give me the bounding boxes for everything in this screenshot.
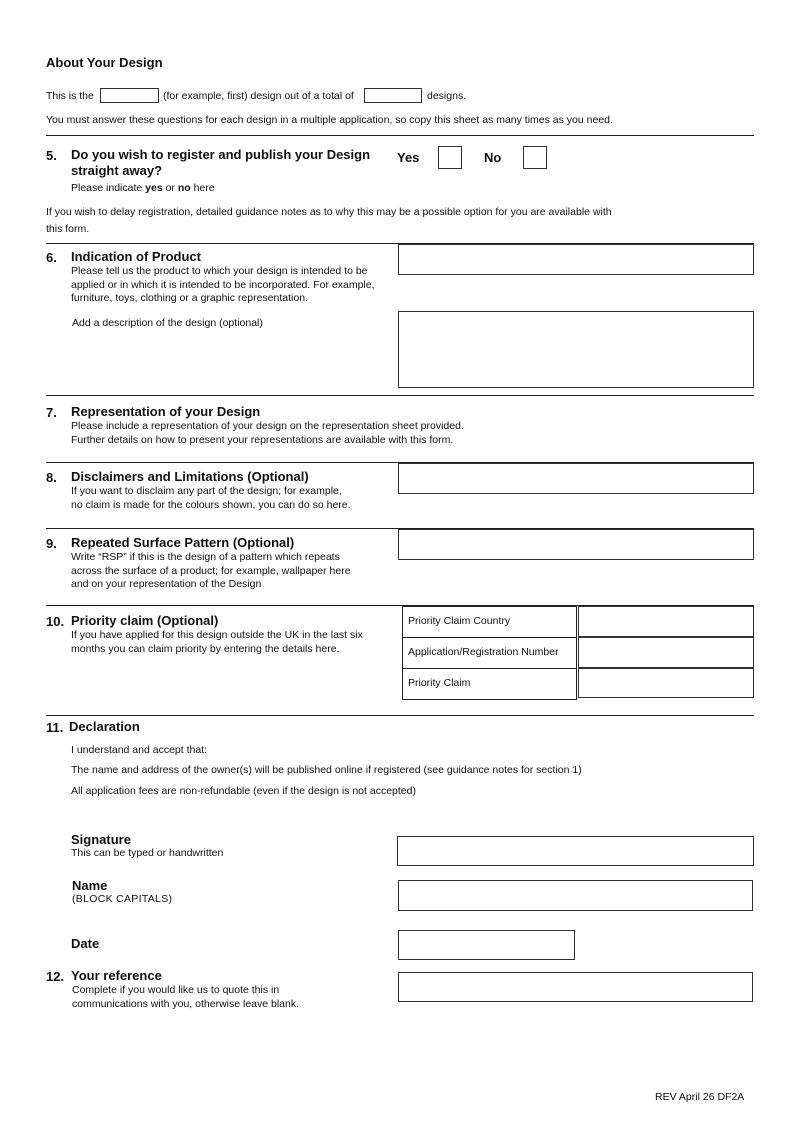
total-designs-input[interactable] xyxy=(364,88,422,103)
q10-title: Priority claim (Optional) xyxy=(71,613,219,628)
q11-title: Declaration xyxy=(69,719,140,734)
q8-description xyxy=(71,485,351,512)
about-instruction: You must answer these questions for each design in a multiple application, so copy this sheet as many times as you need. xyxy=(46,114,613,126)
q8-title: Disclaimers and Limitations (Optional) xyxy=(71,469,309,484)
q5-title xyxy=(71,147,370,179)
q7-description xyxy=(71,420,464,447)
about-line-text-1: This is the xyxy=(46,90,94,102)
q9-desc-line3: and on your representation of the Design xyxy=(71,578,262,590)
q6-title: Indication of Product xyxy=(71,249,201,264)
q8-desc-line2: no claim is made for the colours shown, you can do so here. xyxy=(71,498,351,511)
q10-desc-line1: If you have applied for this design outside the UK in the last six xyxy=(71,629,363,641)
priority-claim-input[interactable] xyxy=(578,668,754,698)
q7-desc-line2: Further details on how to present your representations are available with this form. xyxy=(71,433,454,446)
q7-number: 7. xyxy=(46,405,57,420)
repeated-surface-pattern-input[interactable] xyxy=(398,529,754,560)
q8-number: 8. xyxy=(46,470,57,485)
q6-number: 6. xyxy=(46,250,57,265)
no-checkbox[interactable] xyxy=(523,146,547,169)
q5-title-line1: Do you wish to register and publish your Design xyxy=(71,147,371,162)
declaration-line1: I understand and accept that: xyxy=(71,744,208,756)
q10-number: 10. xyxy=(46,614,65,629)
q6-desc-line2: applied or in which it is intended to be incorporated. For example, xyxy=(71,278,375,291)
declaration-line2: The name and address of the owner(s) will be published online if registered (see guidance notes for section 1) xyxy=(71,764,582,776)
q5-hint-suffix: here xyxy=(190,182,215,194)
q5-title-line2: straight away? xyxy=(71,163,163,178)
signature-hint: This can be typed or handwritten xyxy=(71,847,224,859)
q12-title: Your reference xyxy=(71,968,162,983)
declaration-line3: All application fees are non-refundable (even if the design is not accepted) xyxy=(71,785,416,797)
q9-description xyxy=(71,551,351,592)
q9-desc-line1: Write “RSP” if this is the design of a pattern which repeats xyxy=(71,551,340,563)
q5-hint-mid: or xyxy=(162,182,178,194)
q7-title: Representation of your Design xyxy=(71,404,261,419)
q6-description xyxy=(71,265,375,306)
date-input[interactable] xyxy=(398,930,575,960)
q5-hint-no: no xyxy=(177,182,191,194)
divider xyxy=(46,715,754,716)
q8-desc-line1: If you want to disclaim any part of the design; for example, xyxy=(71,485,342,497)
q5-hint-prefix: Please indicate xyxy=(71,182,146,194)
q5-delay-line1: If you wish to delay registration, detailed guidance notes as to why this may be a possible option for you are available with xyxy=(46,206,612,218)
q6-desc-line1: Please tell us the product to which your design is intended to be xyxy=(71,265,368,277)
priority-country-label: Priority Claim Country xyxy=(402,606,577,638)
date-label: Date xyxy=(71,936,100,951)
yes-checkbox[interactable] xyxy=(438,146,462,169)
divider xyxy=(46,395,754,396)
revision-footer: REV April 26 DF2A xyxy=(655,1091,745,1103)
q12-desc-line1: Complete if you would like us to quote this in xyxy=(72,984,280,996)
no-label: No xyxy=(484,150,502,165)
about-line-text-2: (for example, first) design out of a total of xyxy=(163,90,354,102)
name-label: Name xyxy=(72,878,108,893)
q5-hint-yes: yes xyxy=(145,182,163,194)
q12-number: 12. xyxy=(46,969,65,984)
about-line-text-3: designs. xyxy=(427,90,467,102)
q5-hint xyxy=(71,182,215,196)
divider xyxy=(46,135,754,136)
q9-number: 9. xyxy=(46,536,57,551)
q5-delay-line2: this form. xyxy=(46,223,90,235)
q10-desc-line2: months you can claim priority by entering the details here. xyxy=(71,642,340,655)
q12-description xyxy=(72,984,299,1011)
yes-label: Yes xyxy=(397,150,420,165)
application-number-input[interactable] xyxy=(578,637,754,668)
q6-desc-line3: furniture, toys, clothing or a graphic representation. xyxy=(71,292,308,304)
design-description-label: Add a description of the design (optional) xyxy=(72,317,263,329)
your-reference-input[interactable] xyxy=(398,972,753,1002)
q11-number: 11. xyxy=(46,720,64,735)
name-input[interactable] xyxy=(398,880,753,911)
q12-desc-line2: communications with you, otherwise leave blank. xyxy=(72,997,300,1010)
design-description-textarea[interactable] xyxy=(398,311,754,388)
q9-desc-line2: across the surface of a product; for example, wallpaper here xyxy=(71,564,351,577)
product-indication-input[interactable] xyxy=(398,244,754,275)
name-hint: (BLOCK CAPITALS) xyxy=(72,893,173,905)
q5-delay-note xyxy=(46,204,612,238)
priority-country-input[interactable] xyxy=(578,606,754,637)
signature-label: Signature xyxy=(71,832,131,847)
q5-number: 5. xyxy=(46,148,57,163)
q10-description xyxy=(71,629,363,656)
design-number-input[interactable] xyxy=(100,88,159,103)
q9-title: Repeated Surface Pattern (Optional) xyxy=(71,535,295,550)
signature-input[interactable] xyxy=(397,836,754,866)
q7-desc-line1: Please include a representation of your design on the representation sheet provided. xyxy=(71,420,464,432)
disclaimers-input[interactable] xyxy=(398,463,754,494)
about-heading: About Your Design xyxy=(46,55,163,70)
priority-claim-label: Priority Claim xyxy=(402,668,577,700)
application-number-label: Application/Registration Number xyxy=(402,637,577,669)
